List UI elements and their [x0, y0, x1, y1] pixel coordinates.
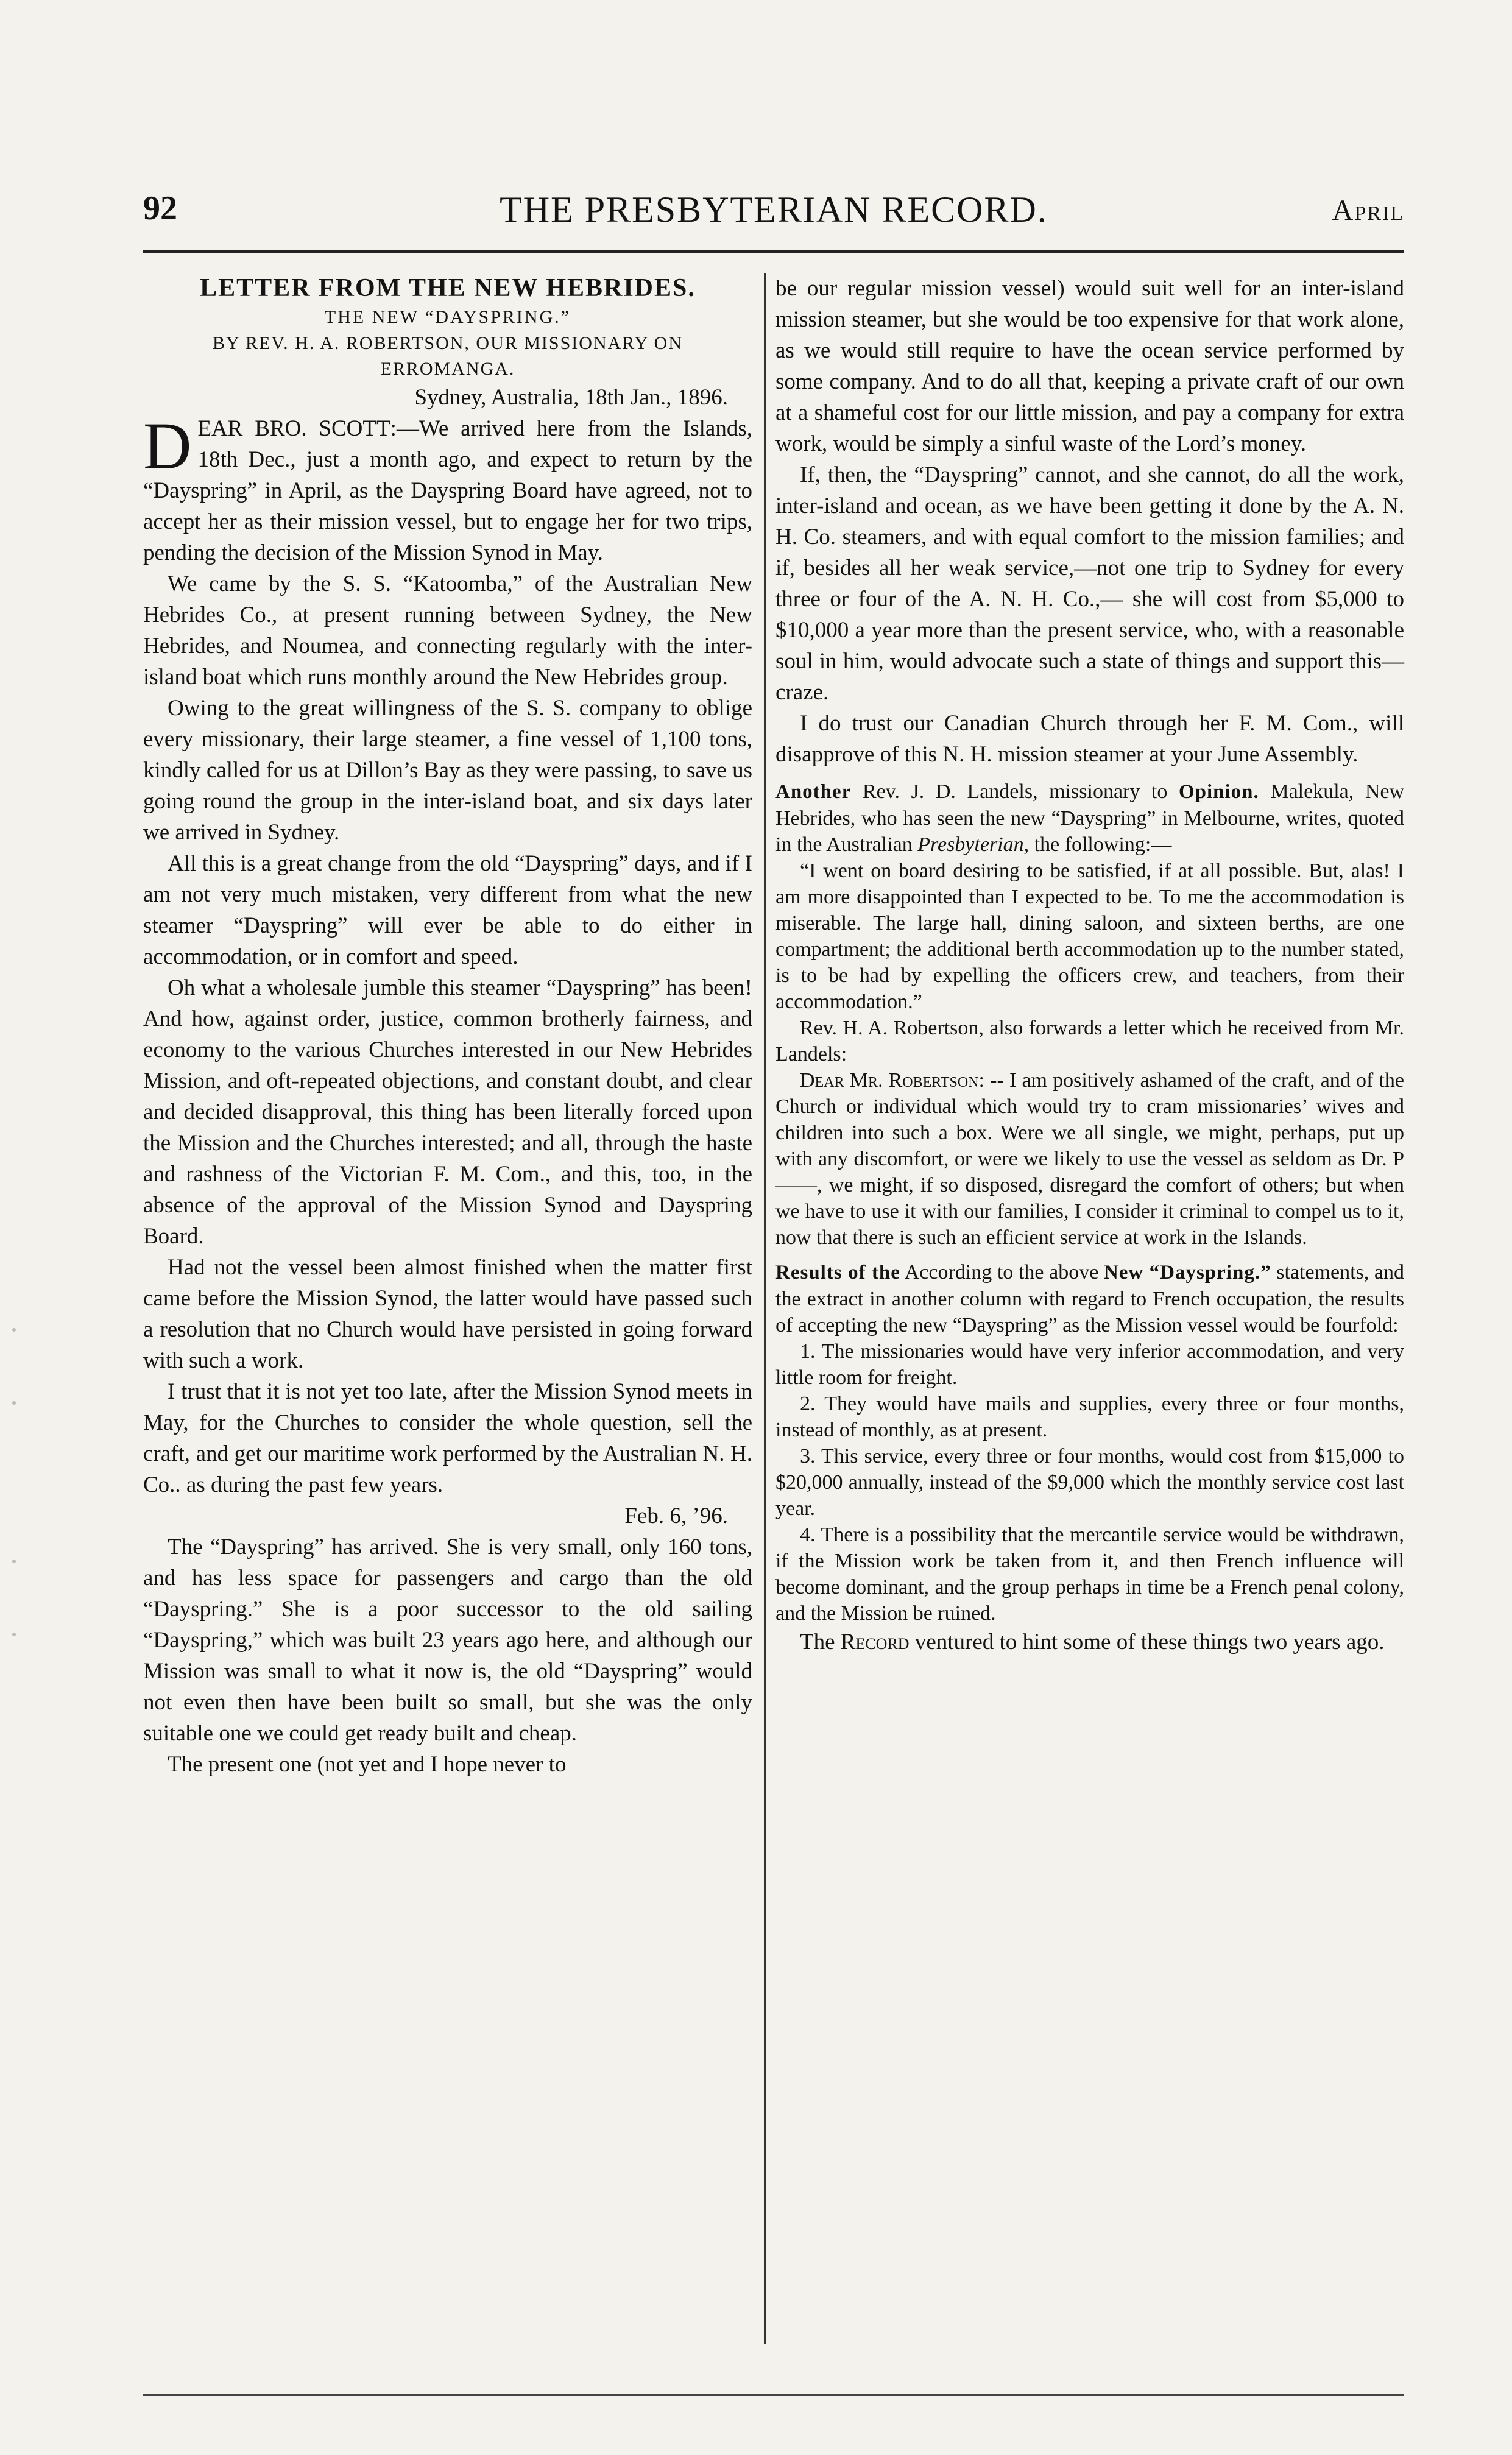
paragraph-10: If, then, the “Dayspring” cannot, and she cannot, do all the work, inter-island and ocean, as we have been getting it done by the A. N. H. Co. steamers, and with equal comfort to the mission families; and if, besides all her weak service,—not one trip to Sydney for every three or four of the A. N. H. Co.,— she will cost from $5,000 to $10,000 a year more than the present service, who, with a reasonable soul in him, would advocate such a state of things and support this—craze. — [775, 462, 1404, 705]
margin-mark — [12, 1633, 16, 1636]
landels-intro: Another Rev. J. D. Landels, missionary to Opinion. Malekula, New Hebrides, who has seen the new “Dayspring” in Melbourne, writes, quoted in the Australian Presbyterian, the following:— — [775, 780, 1405, 856]
paragraph-6: Had not the vessel been almost finished when the matter first came before the Mission Synod, the latter would have passed such a resolution that no Church would have persisted in going forward with such a work. — [143, 1255, 752, 1373]
paragraph-2: We came by the S. S. “Katoomba,” of the Australian New Hebrides Co., at present running between Sydney, the New Hebrides, and Noumea, and connecting regularly with the inter-island boat which runs monthly around the New Hebrides group. — [143, 571, 752, 690]
record-name: Record — [840, 1630, 910, 1655]
landels-quote: “I went on board desiring to be satisfied, if at all possible. But, alas! I am more disappointed than I expected to be. To me the accommodation is miserable. The large hall, dining saloon, and sixteen berths, are one compartment; the additional berth accommodation up to the number stated, is to be had by expelling the officers crew, and teachers, from their accommodation.” — [775, 860, 1404, 1013]
margin-mark — [12, 1401, 16, 1405]
paragraph-9-start: The present one (not yet and I hope never to — [168, 1752, 567, 1777]
result-item-3: 3. This service, every three or four months, would cost from $15,000 to $20,000 annually, instead of the $9,000 which the monthly service cost last year. — [775, 1445, 1404, 1520]
paragraph-1-text: :—We arrived here from the Islands, 18th Dec., just a month ago, and expect to return by the “Dayspring” in April, as the Dayspring Board have agreed, not to accept her as their mission vessel, but to engage her for two trips, pending the decision of the Mission Synod in May. — [143, 416, 752, 565]
postscript-date: Feb. 6, ’96. — [624, 1503, 728, 1528]
byline-line-1: BY REV. H. A. ROBERTSON, OUR MISSIONARY ON — [212, 333, 684, 353]
side-heading-opinion: Opinion. — [1178, 781, 1259, 803]
footer-rule — [143, 2394, 1404, 2396]
column-divider — [764, 273, 766, 2344]
paragraph-11: I do trust our Canadian Church through her F. M. Com., will disapprove of this N. H. mission steamer at your June Assembly. — [775, 711, 1404, 767]
paragraph-7: I trust that it is not yet too late, after the Mission Synod meets in May, for the Churches to consider the whole question, sell the craft, and get our maritime work performed by the Australian N. H. Co.. as during the past few years. — [143, 1379, 752, 1497]
letter-salutation: Dear Mr. Robertson — [800, 1069, 979, 1092]
result-item-1: 1. The missionaries would have very inferior accommodation, and very little room for freight. — [775, 1340, 1404, 1389]
header-rule — [143, 250, 1404, 253]
salutation: EAR BRO. SCOTT — [197, 416, 390, 441]
results-intro: Results of the According to the above New “Dayspring.” statements, and the extract in another column with regard to French occupation, the results of accepting the new “Dayspring” as the Mission vessel would be fourfold: — [775, 1261, 1404, 1337]
closing-paragraph: The Record ventured to hint some of these things two years ago. — [800, 1630, 1385, 1655]
drop-cap: D — [143, 409, 192, 483]
paragraph-9-continued: be our regular mission vessel) would suit well for an inter-island mission steamer, but she would be too expensive for that work alone, as we would still require to have the ocean service performed by some company. And to do all that, keeping a private craft of our own at a shameful cost for our little mission, and pay a company for extra work, would be simply a sinful waste of the Lord’s money. — [775, 276, 1404, 456]
paragraph-1 — [143, 409, 752, 568]
paragraph-8: The “Dayspring” has arrived. She is very small, only 160 tons, and has less space for passengers and cargo than the old “Dayspring.” She is a poor successor to the old sailing “Dayspring,” which was built 23 years ago here, and although our Mission was small to what it now is, the old “Dayspring” would not even then have been built so small, but she was the only suitable one we could get ready built and cheap. — [143, 1535, 752, 1746]
paragraph-4: All this is a great change from the old “Dayspring” days, and if I am not very much mistaken, very different from what the new steamer “Dayspring” will ever be able to do either in accommodation, or in comfort and speed. — [143, 851, 752, 969]
paragraph-3: Owing to the great willingness of the S. S. company to oblige every missionary, their large steamer, a fine vessel of 1,100 tons, kindly called for us at Dillon’s Bay as they were passing, to save us going round the group in the inter-island boat, and six days later we arrived in Sydney. — [143, 696, 752, 845]
result-item-2: 2. They would have mails and supplies, every three or four months, instead of monthly, as at present. — [775, 1393, 1404, 1441]
margin-mark — [12, 1328, 16, 1332]
presbyterian-title: Presbyterian, — [917, 833, 1030, 856]
paragraph-5: Oh what a wholesale jumble this steamer “Dayspring” has been! And how, against order, justice, common brotherly fairness, and economy to the various Churches interested in our New Hebrides Mission, and oft-repeated objections, and constant doubt, and clear and decided disapproval, this thing has been literally forced upon the Mission and the Churches interested; and all, through the haste and rashness of the Victorian F. M. Com., and this, too, in the absence of the approval of the Mission Synod and Dayspring Board. — [143, 975, 752, 1249]
side-heading-new-dayspring: New “Dayspring.” — [1103, 1262, 1271, 1284]
article-subtitle: THE NEW “DAYSPRING.” — [324, 307, 571, 327]
right-column — [775, 273, 1404, 1658]
letter-dateline: Sydney, Australia, 18th Jan., 1896. — [414, 385, 728, 410]
byline-line-2: ERROMANGA. — [380, 359, 515, 379]
page-number: 92 — [143, 189, 177, 227]
left-column — [143, 273, 752, 1780]
robertson-forward: Rev. H. A. Robertson, also forwards a letter which he received from Mr. Landels: — [775, 1017, 1404, 1065]
result-item-4: 4. There is a possibility that the mercantile service would be withdrawn, if the Mission work be taken from it, and then French influence will become dominant, and the group perhaps in time be a French penal colony, and the Mission be ruined. — [775, 1524, 1404, 1625]
side-heading-another: Another — [775, 781, 852, 803]
article-title: LETTER FROM THE NEW HEBRIDES. — [200, 274, 696, 302]
landels-letter: Dear Mr. Robertson: -- I am positively ashamed of the craft, and of the Church or individual which would try to cram missionaries’ wives and children into such a box. Were we all single, we might, perhaps, put up with any discomfort, or were we likely to use the vessel as seldom as Dr. P——, we might, if so disposed, disregard the comfort of others; but when we have to use it with our families, I consider it criminal to compel us to it, now that there is such an efficient service at work in the Islands. — [775, 1069, 1404, 1249]
issue-month: April — [1332, 194, 1404, 227]
page-header — [143, 183, 1404, 244]
margin-mark — [12, 1560, 16, 1563]
publication-title: THE PRESBYTERIAN RECORD. — [500, 189, 1048, 230]
side-heading-results: Results of the — [775, 1262, 900, 1284]
